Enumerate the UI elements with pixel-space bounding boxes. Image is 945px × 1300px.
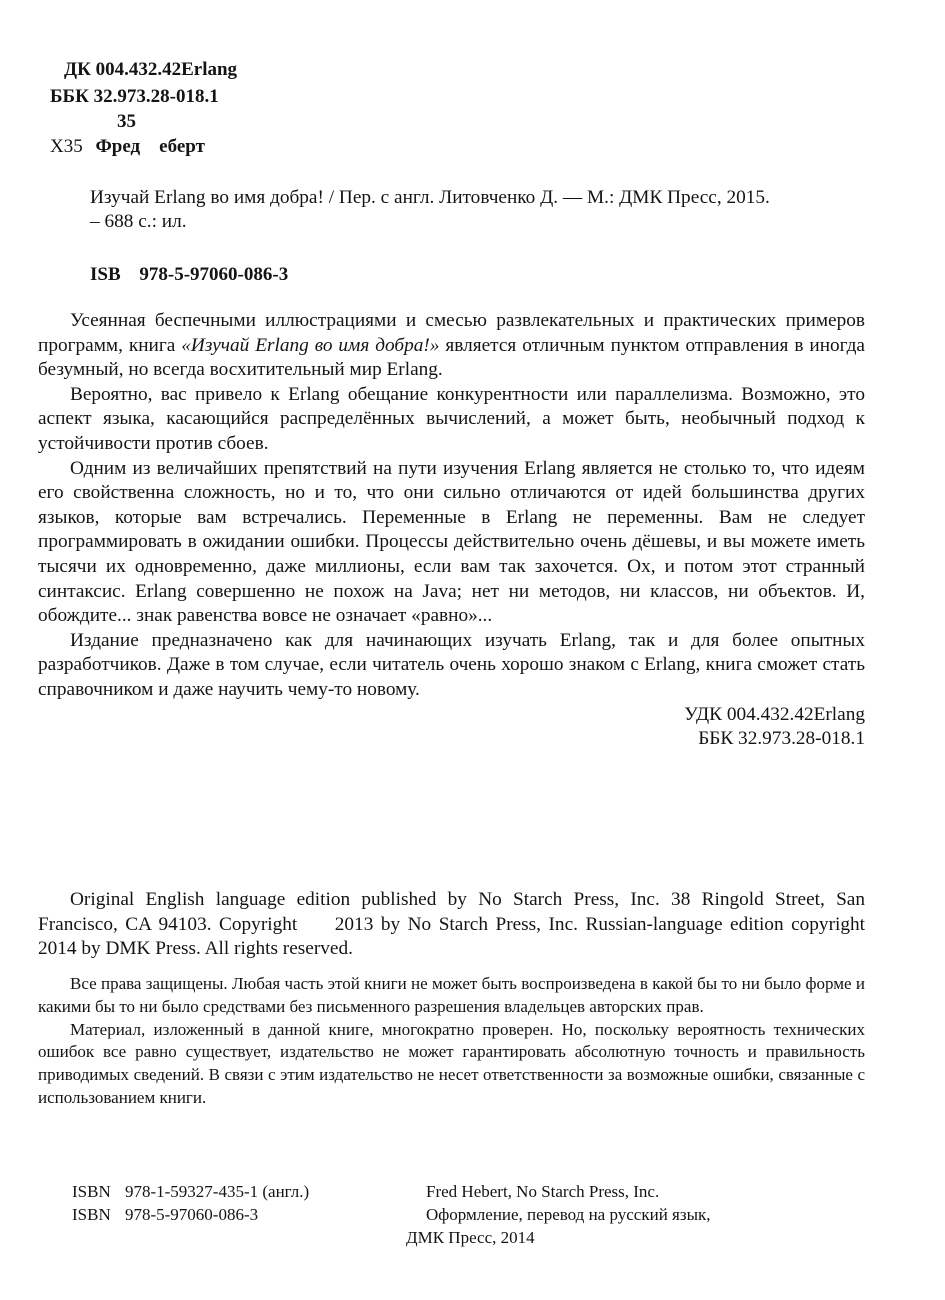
classification-udk: УДК 004.432.42Erlang	[684, 703, 865, 725]
footer-isbn-1	[72, 1180, 309, 1203]
header-udk: ДК 004.432.42Erlang	[64, 59, 238, 80]
author-code: Х35	[50, 136, 83, 157]
rights-notice	[38, 973, 865, 1110]
abstract-paragraph-3: Одним из величайших препятствий на пути изучения Erlang является не столько то, что идеям его свойственна сложность, но и то, что они сильно отличаются от идей большинства других языков, которые вам встречались. Переменные в Erlang не переменны. Вам не следует программировать в ожидании ошибки. Процессы действительно очень дёшевы, и вы можете иметь тысячи их одновременно, даже миллионы, если вам так захочется. Ох, и потом этот странный синтаксис. Erlang совершенно не похож на Java; нет ни методов, ни классов, ни объектов. И, обождите... знак равенства вовсе не означает «равно»...	[38, 457, 865, 627]
abstract-p1-text-end: является отличным пунктом отправления в иногда безумный, но всегда восхитительный мир Erlang.	[38, 334, 865, 381]
footer-credit-1: Fred Hebert, No Starch Press, Inc.	[426, 1182, 660, 1201]
header-author-line	[50, 135, 205, 159]
footer-credit-2: Оформление, перевод на русский язык,	[426, 1205, 711, 1224]
citation-line-2: – 688 с.: ил.	[90, 211, 187, 232]
isbn1-label: ISBN	[72, 1182, 111, 1201]
copyright-english-text: Original English language edition published by No Starch Press, Inc. 38 Ringold Street, San Francisco, CA 94103. Copyright 2013 by No Starch Press, Inc. Russian-language edition copyright 2014 by DMK Press. All rights reserved.	[38, 889, 890, 960]
abstract-paragraph-4: Издание предназначено как для начинающих изучать Erlang, так и для более опытных разработчиков. Даже в том случае, если читатель очень хорошо знаком с Erlang, книга сможет стать справочником и даже научить чему-то новому.	[38, 629, 865, 700]
citation-line-1: Изучай Erlang во имя добра! / Пер. с англ. Литовченко Д. — М.: ДМК Пресс, 2015.	[90, 187, 770, 208]
abstract	[38, 309, 865, 752]
footer-credit-3: ДМК Пресс, 2014	[406, 1228, 535, 1247]
header-bbk: ББК 32.973.28-018.1	[50, 86, 219, 107]
isbn-main	[90, 263, 288, 287]
classification-bbk: ББК 32.973.28-018.1	[698, 728, 865, 750]
rights-paragraph-2: Материал, изложенный в данной книге, многократно проверен. Но, поскольку вероятность технических ошибок все равно существует, издательство не может гарантировать абсолютную точность и правильность приводимых сведений. В связи с этим издательство не несет ответственности за возможные ошибки, связанные с использованием книги.	[38, 1019, 865, 1107]
isbn2-label: ISBN	[72, 1205, 111, 1224]
book-title: «Изучай Erlang во имя добра!»	[181, 334, 440, 356]
abstract-paragraph-1	[38, 309, 865, 383]
abstract-p1-text: Усеянная беспечными иллюстрациями и смесью развлекательных и практических примеров программ, книга	[38, 310, 865, 356]
header-code: 35	[117, 111, 136, 132]
footer-isbn-2	[72, 1203, 258, 1226]
copyright-english	[38, 888, 890, 962]
isbn2-value: 978-5-97060-086-3	[124, 1205, 259, 1224]
abstract-paragraph-2: Вероятно, вас привело к Erlang обещание конкурентности или параллелизма. Возможно, это аспект языка, касающийся распределённых вычислений, а может быть, необычный подход к устойчивости против сбоев.	[38, 383, 865, 454]
isbn-main-label: ISB	[90, 264, 121, 285]
isbn-main-number: 978-5-97060-086-3	[139, 264, 289, 285]
author-name: Фред еберт	[95, 136, 205, 157]
rights-paragraph-1: Все права защищены. Любая часть этой книги не может быть воспроизведена в какой бы то ни было форме и какими бы то ни было средствами без письменного разрешения владельцев авторских прав.	[38, 974, 865, 1016]
isbn1-value: 978-1-59327-435-1 (англ.)	[124, 1182, 310, 1201]
